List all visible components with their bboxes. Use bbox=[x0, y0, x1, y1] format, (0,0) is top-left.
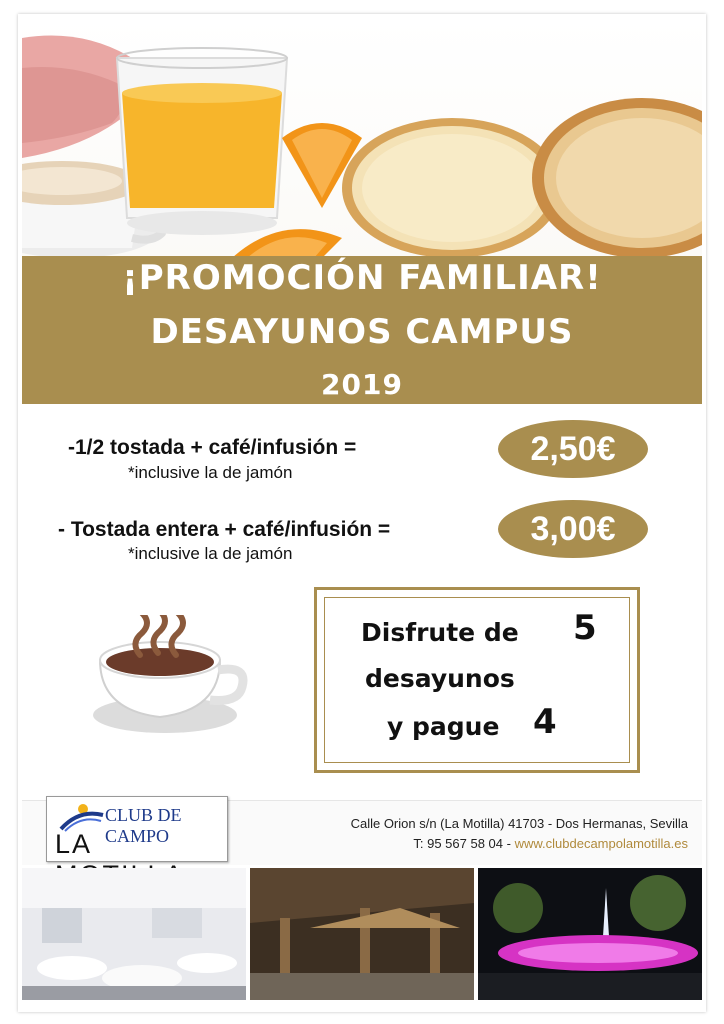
promo-title: ¡PROMOCIÓN FAMILIAR! bbox=[122, 258, 602, 298]
promo-line-1: Disfrute de bbox=[361, 618, 519, 647]
coffee-cup-icon bbox=[90, 615, 250, 740]
promo-year: 2019 bbox=[321, 368, 403, 401]
club-address: Calle Orion s/n (La Motilla) 41703 - Dos Hermanas, Sevilla bbox=[350, 816, 688, 831]
contact-separator: - bbox=[503, 836, 515, 851]
offer-1-note: *inclusive la de jamón bbox=[128, 463, 293, 482]
club-contact bbox=[413, 836, 688, 851]
photo-banquet-hall bbox=[22, 868, 246, 1000]
offer-1-price: 2,50€ bbox=[498, 420, 648, 478]
promo-subtitle: DESAYUNOS CAMPUS bbox=[150, 312, 574, 352]
offer-2-note: *inclusive la de jamón bbox=[128, 544, 293, 563]
photo-fountain-night bbox=[478, 868, 702, 1000]
club-phone: T: 95 567 58 04 bbox=[413, 836, 504, 851]
promo-line-2: desayunos bbox=[365, 664, 515, 693]
club-logo bbox=[46, 796, 228, 862]
promo-line-3: y pague bbox=[387, 712, 500, 741]
logo-club-de-campo: CLUB DE CAMPO bbox=[105, 805, 182, 846]
offer-2-price: 3,00€ bbox=[498, 500, 648, 558]
offer-2-label: - Tostada entera + café/infusión = bbox=[58, 518, 391, 541]
promo-box bbox=[314, 587, 640, 773]
breakfast-illustration bbox=[22, 18, 702, 258]
breakfast-photo bbox=[22, 18, 702, 258]
photo-terrace bbox=[250, 868, 474, 1000]
promo-number-4: 4 bbox=[533, 702, 557, 742]
logo-la-motilla: LA bbox=[55, 829, 91, 859]
promo-number-5: 5 bbox=[573, 608, 597, 648]
offer-1-label: -1/2 tostada + café/infusión = bbox=[68, 436, 357, 459]
club-website-link[interactable]: www.clubdecampolamotilla.es bbox=[514, 836, 688, 851]
